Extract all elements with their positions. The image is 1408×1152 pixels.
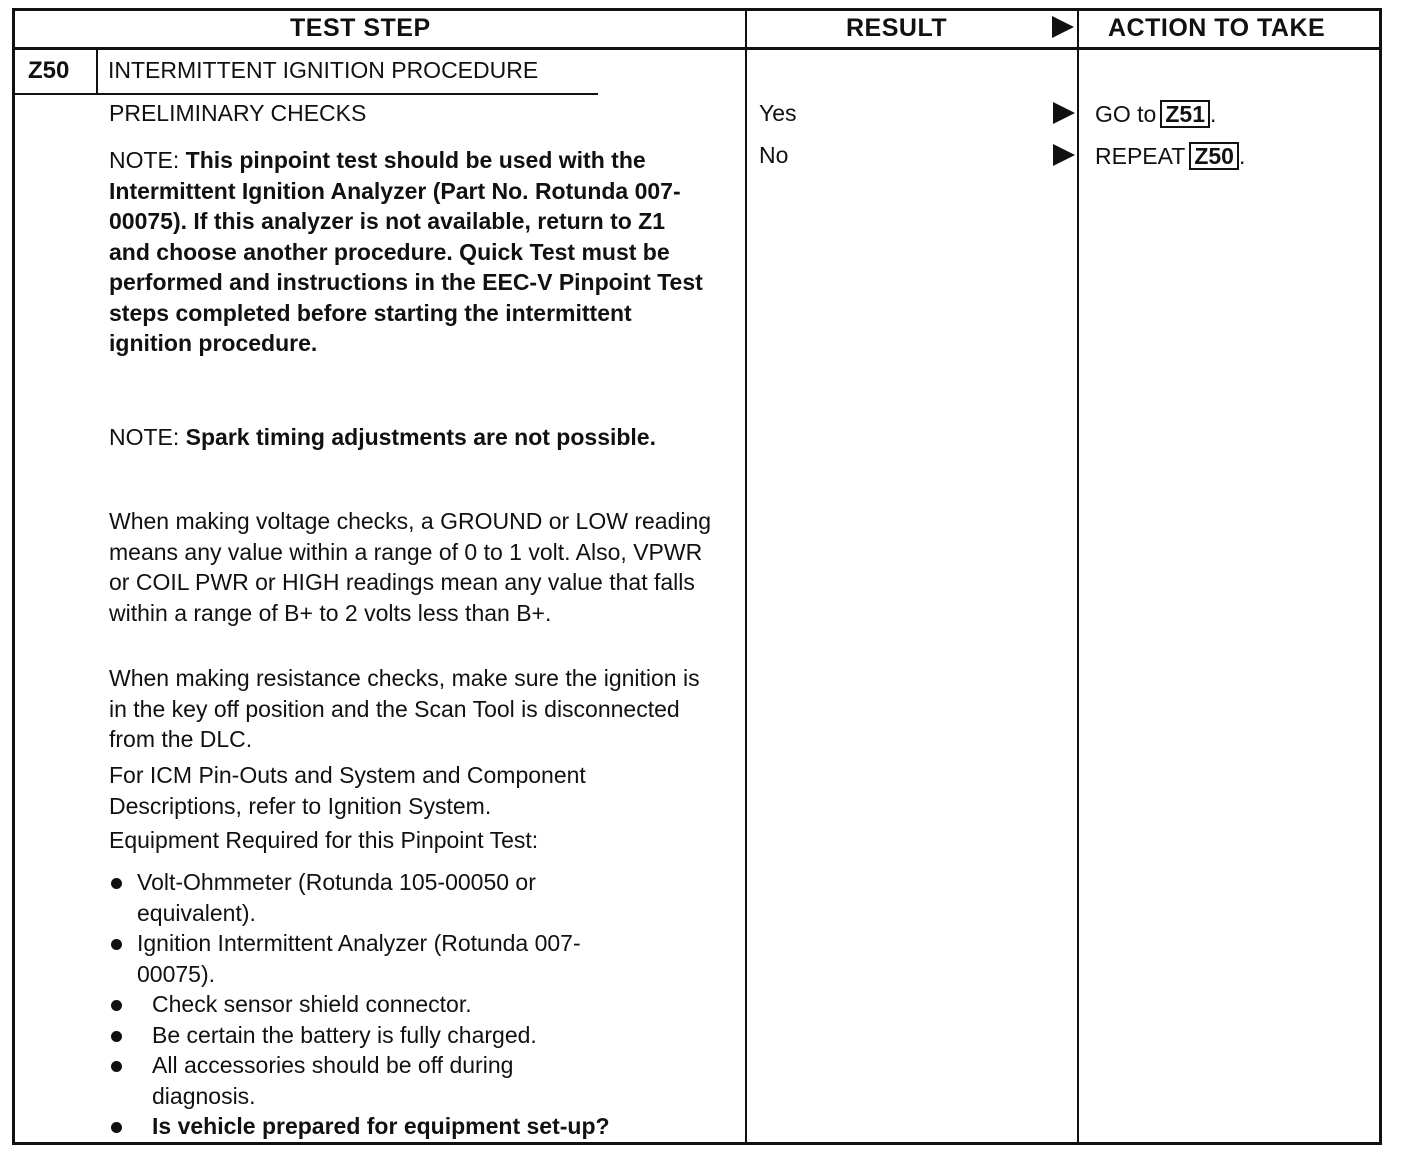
- equipment-list: [109, 867, 639, 1142]
- header-arrow-icon: [1052, 16, 1074, 38]
- equipment-heading-text: Equipment Required for this Pinpoint Test:: [109, 827, 539, 853]
- header-action: ACTION TO TAKE: [1108, 14, 1326, 42]
- icm-paragraph: [109, 760, 679, 821]
- action-no: [1095, 142, 1245, 170]
- header-test-step: TEST STEP: [290, 14, 431, 42]
- voltage-checks-paragraph: [109, 506, 719, 628]
- action-suffix: .: [1210, 101, 1217, 127]
- note-body: Spark timing adjustments are not possible.: [185, 424, 656, 450]
- result-yes: Yes: [759, 100, 797, 126]
- action-yes: [1095, 100, 1216, 128]
- arrow-icon: [1053, 102, 1075, 124]
- voltage-checks-text: When making voltage checks, a GROUND or LOW reading means any value within a range of 0 to 1 volt. Also, VPWR or COIL PWR or HIGH readings mean any value that falls within a range of B+ to 2 volts less than B+.: [109, 508, 712, 626]
- action-suffix: .: [1238, 143, 1246, 169]
- action-text: GO to: [1095, 101, 1157, 127]
- note-analyzer: [109, 145, 709, 359]
- action-text: REPEAT: [1095, 143, 1186, 169]
- note-prefix: NOTE:: [109, 147, 186, 173]
- note-spark-timing: [109, 422, 669, 453]
- icm-text: For ICM Pin-Outs and System and Component Descriptions, refer to Ignition System.: [109, 762, 586, 819]
- resistance-checks-paragraph: [109, 663, 719, 755]
- list-item: Ignition Intermittent Analyzer (Rotunda 007-00075).: [109, 928, 639, 989]
- result-no: No: [759, 142, 789, 168]
- subtitle: [109, 98, 729, 129]
- step-id: Z50: [28, 57, 70, 84]
- arrow-icon: [1053, 144, 1075, 166]
- step-id-divider: [96, 49, 98, 94]
- note-body: This pinpoint test should be used with the Intermittent Ignition Analyzer (Part No. Rotunda 007-00075). If this analyzer is not available, return to Z1 and choose another procedure. Quick Test must be performed and instructions in the EEC-V Pinpoint Test steps completed before starting the intermittent ignition procedure.: [109, 147, 703, 356]
- list-item: Is vehicle prepared for equipment set-up?: [109, 1111, 639, 1142]
- step-ref-link[interactable]: Z50: [1189, 142, 1239, 170]
- column-divider-result: [745, 8, 747, 1145]
- equipment-heading: [109, 825, 729, 856]
- header-result: RESULT: [846, 14, 948, 42]
- list-item: Volt-Ohmmeter (Rotunda 105-00050 or equivalent).: [109, 867, 639, 928]
- step-title: INTERMITTENT IGNITION PROCEDURE: [108, 57, 539, 83]
- subtitle-text: PRELIMINARY CHECKS: [109, 100, 367, 126]
- step-title-divider: [12, 93, 598, 95]
- header-divider: [12, 47, 1382, 50]
- column-divider-action: [1077, 8, 1079, 1145]
- list-item: Check sensor shield connector.: [109, 989, 639, 1020]
- step-ref-link[interactable]: Z51: [1160, 100, 1210, 128]
- list-item: Be certain the battery is fully charged.: [109, 1020, 639, 1051]
- list-item: All accessories should be off during diagnosis.: [109, 1050, 612, 1111]
- note-prefix: NOTE:: [109, 424, 186, 450]
- resistance-checks-text: When making resistance checks, make sure the ignition is in the key off position and the Scan Tool is disconnected from the DLC.: [109, 665, 700, 752]
